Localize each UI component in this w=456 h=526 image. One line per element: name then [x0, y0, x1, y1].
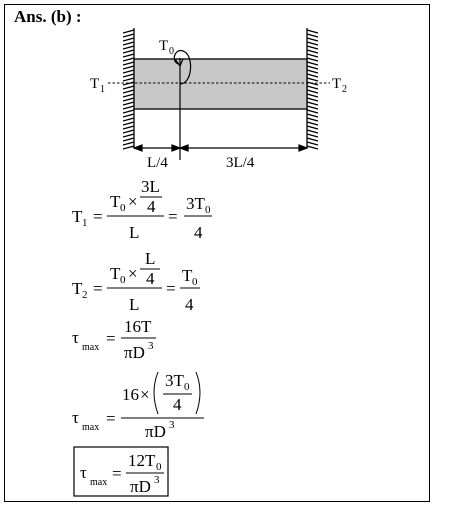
left-length-label: L/4 [147, 155, 168, 171]
wall-hatch-line [123, 130, 134, 133]
wall-hatch-line [307, 114, 318, 117]
wall-hatch-line [123, 54, 134, 57]
torque-label: T [159, 38, 169, 54]
wall-hatch-line [307, 130, 318, 133]
t1-lhs-sub: 1 [82, 217, 88, 229]
torque-sub: 0 [169, 46, 174, 57]
right-length-label: 3L/4 [226, 155, 255, 171]
tau2-eq: = [106, 409, 116, 428]
wall-hatch-line [307, 110, 318, 113]
wall-hatch-line [307, 102, 318, 105]
tau3-den: πD [130, 477, 151, 496]
tau3-eq: = [112, 464, 122, 483]
tau1-lhs: τ [72, 328, 79, 347]
equation-t2 [72, 249, 200, 314]
tau3-num-sub: 0 [156, 461, 162, 473]
t1-res-num-sub: 0 [205, 204, 211, 216]
tau1-eq: = [106, 329, 116, 348]
t2-eq2: = [166, 279, 176, 298]
wall-hatch-line [307, 74, 318, 77]
wall-hatch-line [123, 74, 134, 77]
t2-res-num-sub: 0 [192, 276, 198, 288]
wall-hatch-line [123, 142, 134, 145]
wall-hatch-line [307, 134, 318, 137]
t1-eq2: = [168, 207, 178, 226]
wall-hatch-line [123, 42, 134, 45]
tau1-lhs-sub: max [82, 342, 100, 353]
wall-hatch-line [123, 146, 134, 149]
wall-hatch-line [123, 38, 134, 41]
wall-hatch-line [307, 46, 318, 49]
wall-hatch-line [307, 66, 318, 69]
wall-hatch-line [123, 78, 134, 81]
wall-hatch-line [307, 126, 318, 129]
equation-tau-substituted [72, 371, 204, 441]
t2-inner-den: 4 [146, 269, 155, 288]
tau2-lhs: τ [72, 408, 79, 427]
wall-hatch-line [123, 118, 134, 121]
wall-hatch-line [123, 50, 134, 53]
tau3-den-sup: 3 [154, 474, 160, 486]
t1-eq1: = [93, 207, 103, 226]
tau2-paren-num: 3T [165, 371, 184, 390]
tau2-den-sup: 3 [169, 419, 175, 431]
wall-hatch-line [307, 138, 318, 141]
tau2-paren-num-sub: 0 [184, 381, 190, 393]
wall-hatch-line [123, 98, 134, 101]
wall-hatch-line [123, 110, 134, 113]
wall-hatch-line [307, 118, 318, 121]
tau1-den-sup: 3 [148, 340, 154, 352]
tau2-coef: 16 [122, 385, 139, 404]
wall-hatch-line [307, 122, 318, 125]
t1-num-t-sub: 0 [120, 202, 126, 214]
wall-hatch-line [307, 62, 318, 65]
tau3-lhs: τ [80, 463, 87, 482]
wall-hatch-line [123, 94, 134, 97]
left-reaction-sub: 1 [100, 84, 105, 95]
wall-hatch-line [123, 138, 134, 141]
t2-num-t-sub: 0 [120, 274, 126, 286]
wall-hatch-line [307, 106, 318, 109]
t2-lhs-sub: 2 [82, 289, 88, 301]
wall-hatch-line [307, 78, 318, 81]
wall-hatch-line [123, 86, 134, 89]
wall-hatch-line [307, 146, 318, 149]
tau2-paren-den: 4 [173, 395, 182, 414]
t2-inner-num: L [145, 249, 156, 268]
wall-hatch-line [123, 46, 134, 49]
wall-hatch-line [123, 90, 134, 93]
final-result [74, 447, 168, 496]
wall-hatch-line [307, 34, 318, 37]
answer-heading: Ans. (b) : [14, 7, 82, 26]
right-reaction-sub: 2 [342, 84, 347, 95]
t1-times: × [128, 192, 138, 211]
wall-hatch-line [123, 70, 134, 73]
t2-times: × [128, 264, 138, 283]
shaft [134, 59, 307, 109]
tau2-times: × [140, 385, 150, 404]
wall-hatch-line [123, 30, 134, 33]
dimension-lines [134, 145, 307, 151]
wall-hatch-line [307, 94, 318, 97]
wall-hatch-line [123, 134, 134, 137]
wall-hatch-line [307, 30, 318, 33]
shaft-figure [90, 28, 347, 171]
t2-den: L [129, 295, 140, 314]
wall-hatch-line [307, 38, 318, 41]
wall-hatch-line [307, 86, 318, 89]
left-reaction-label: T [90, 76, 100, 92]
wall-hatch-line [123, 126, 134, 129]
t2-res-num: T [182, 266, 193, 285]
t1-num-t: T [110, 192, 121, 211]
wall-hatch-line [123, 106, 134, 109]
t1-den: L [129, 223, 140, 242]
wall-hatch-line [307, 98, 318, 101]
tau3-num: 12T [128, 451, 156, 470]
wall-hatch-line [307, 50, 318, 53]
left-wall [123, 28, 134, 149]
t1-res-num: 3T [186, 194, 205, 213]
t2-eq1: = [93, 279, 103, 298]
tau2-lhs-sub: max [82, 422, 100, 433]
wall-hatch-line [307, 54, 318, 57]
right-wall [307, 28, 318, 149]
wall-hatch-line [307, 42, 318, 45]
wall-hatch-line [123, 122, 134, 125]
t1-inner-num: 3L [141, 177, 160, 196]
wall-hatch-line [307, 70, 318, 73]
wall-hatch-line [123, 102, 134, 105]
wall-hatch-line [307, 90, 318, 93]
t2-res-den: 4 [185, 295, 194, 314]
equation-tau-general [72, 317, 156, 362]
tau1-num: 16T [124, 317, 152, 336]
wall-hatch-line [123, 58, 134, 61]
t2-lhs: T [72, 279, 83, 298]
wall-hatch-line [123, 114, 134, 117]
t2-num-t: T [110, 264, 121, 283]
wall-hatch-line [123, 66, 134, 69]
wall-hatch-line [123, 62, 134, 65]
tau3-lhs-sub: max [90, 477, 108, 488]
wall-hatch-line [307, 142, 318, 145]
t1-inner-den: 4 [147, 197, 156, 216]
tau1-den: πD [124, 343, 145, 362]
equation-t1 [72, 177, 212, 242]
t1-lhs: T [72, 207, 83, 226]
t1-res-den: 4 [194, 223, 203, 242]
right-reaction-label: T [332, 76, 342, 92]
wall-hatch-line [307, 58, 318, 61]
tau2-den: πD [145, 422, 166, 441]
wall-hatch-line [123, 34, 134, 37]
